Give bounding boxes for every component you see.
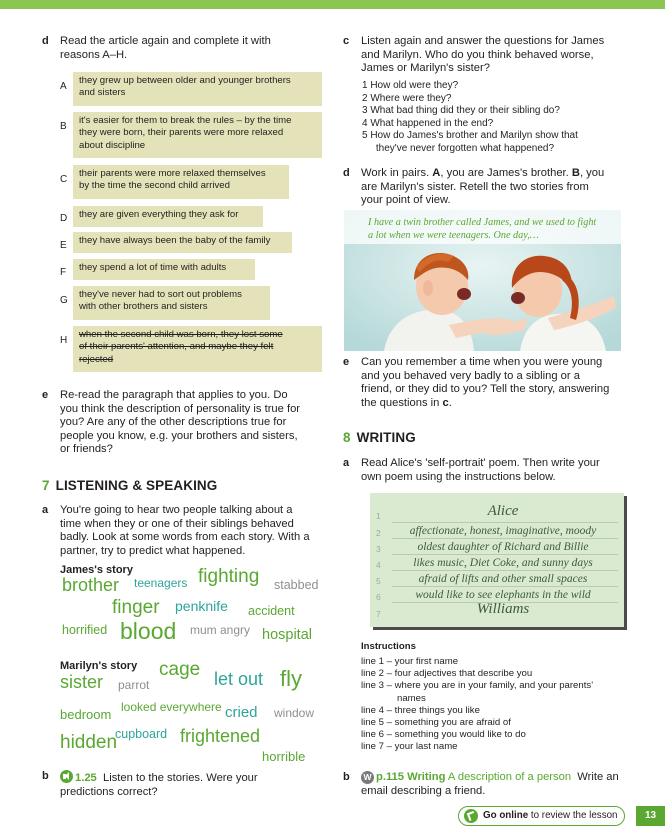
go-online-rest: to review the lesson: [528, 810, 618, 821]
instructions-title: Instructions: [361, 641, 416, 652]
reason-f-letter: F: [60, 267, 67, 278]
task-e-line: people you know, e.g. your brothers and sisters,: [60, 429, 298, 442]
question-item: 4 What happened in the end?: [362, 117, 494, 129]
reason-a-letter: A: [60, 81, 67, 92]
reason-line: and sisters: [79, 87, 126, 99]
section-title: LISTENING & SPEAKING: [55, 478, 218, 493]
story-word: frightened: [180, 726, 261, 746]
task-e2-line: [361, 397, 631, 411]
speech-line: I have a twin brother called James, and we used to fight: [368, 217, 597, 228]
task-8b-letter: b: [343, 771, 350, 783]
task-e2-line: friend, or they did to you? Tell the story, answering: [361, 383, 610, 396]
task-e2-line: and you behaved very badly to a sibling or a: [361, 369, 580, 382]
audio-icon[interactable]: [60, 770, 73, 783]
task-e2-line: Can you remember a time when you were young: [361, 356, 603, 368]
poem-line-number: 2: [376, 528, 381, 538]
poem-line-text: would like to see elephants in the wild: [415, 589, 591, 601]
task-8a-line: own poem using the instructions below.: [361, 470, 556, 483]
reason-line: by the time the second child arrived: [79, 180, 230, 192]
task-d2-line: [361, 167, 631, 181]
task-7a-line: time when they or one of their siblings behaved: [60, 517, 294, 530]
reason-e-letter: E: [60, 240, 67, 251]
story-word: looked everywhere: [121, 700, 222, 714]
instruction-item: line 7 – your last name: [361, 741, 458, 753]
reason-line: they have always been the baby of the family: [79, 235, 271, 246]
reason-line: they are given everything they ask for: [79, 209, 239, 220]
poem-line: [370, 505, 624, 521]
task-7a-line: You're going to hear two people talking about a: [60, 504, 293, 516]
text-bold: B: [571, 167, 580, 179]
section-number: 8: [343, 430, 351, 445]
reason-line: rejected: [79, 353, 114, 365]
speech-bubble-text: [368, 216, 622, 243]
reason-g-letter: G: [60, 295, 68, 306]
task-7b-line: [60, 770, 325, 786]
reason-line: it's easier for them to break the rules – by the time: [79, 115, 292, 126]
text-span: , you are James's brother.: [440, 167, 572, 179]
story-word: accident: [248, 604, 295, 618]
poem-line-text: oldest daughter of Richard and Billie: [417, 541, 589, 553]
reason-d-letter: D: [60, 213, 68, 224]
text-bold: A: [432, 167, 441, 179]
poem-line-text: affectionate, honest, imaginative, moody: [409, 525, 597, 537]
section-8-heading: [343, 431, 416, 444]
story-word: blood: [120, 618, 177, 644]
story-word: teenagers: [134, 576, 188, 590]
task-8b-line: email describing a friend.: [361, 784, 486, 797]
reason-line: they spend a lot of time with adults: [79, 262, 227, 273]
task-7a-line: badly. Look at some words from each story. With a: [60, 531, 310, 544]
task-c-text: [361, 35, 631, 76]
story-word: brother: [62, 575, 120, 595]
text-span: .: [448, 396, 452, 409]
reason-h-box: [73, 326, 322, 372]
story-word: fighting: [198, 566, 260, 587]
story-word: sister: [60, 672, 104, 692]
marilyn-story-title: Marilyn's story: [60, 660, 138, 672]
task-8a-line: Read Alice's 'self-portrait' poem. Then write your: [361, 457, 600, 469]
poem-line-number: 6: [376, 592, 381, 602]
task-e-letter: e: [42, 389, 49, 401]
task-e2-letter: e: [343, 356, 350, 368]
story-word: cupboard: [115, 727, 168, 741]
poem-line-number: 7: [376, 609, 381, 619]
writing-bank-subtitle: A description of a person: [445, 771, 572, 783]
section-7-heading: [42, 479, 217, 492]
task-8b-line: [361, 771, 636, 785]
story-word: cage: [159, 659, 201, 680]
task-d2-line: your point of view.: [361, 194, 451, 207]
instructions-list: [361, 656, 593, 754]
question-item: 1 How old were they?: [362, 80, 459, 91]
poem-line-text: likes music, Diet Coke, and sunny days: [413, 557, 593, 569]
task-d-line: reasons A–H.: [60, 48, 128, 61]
poem-rule: [392, 586, 618, 587]
question-list: [362, 80, 578, 156]
poem-line-text: afraid of lifts and other small spaces: [418, 573, 588, 585]
task-7a-line: partner, try to predict what happened.: [60, 544, 246, 557]
left-column: [0, 0, 332, 838]
task-c-letter: c: [343, 35, 350, 47]
story-word: hidden: [60, 732, 118, 753]
poem-rule: [392, 522, 618, 523]
text-span: the questions in: [361, 396, 443, 409]
task-8a-letter: a: [343, 457, 350, 469]
story-word: cried: [225, 704, 258, 721]
poem-line-number: 3: [376, 544, 381, 554]
story-word: window: [274, 706, 315, 720]
poem-line: [370, 601, 624, 620]
task-c-line: and Marilyn. Who do you think behaved worse,: [361, 48, 594, 61]
writing-bank-link[interactable]: p.115 Writing: [376, 771, 446, 783]
task-d-text: [60, 35, 320, 62]
section-title: WRITING: [356, 430, 416, 445]
poem-rule: [392, 538, 618, 539]
poem-rule: [392, 554, 618, 555]
task-d2-line: are Marilyn's sister. Retell the two stories from: [361, 180, 589, 193]
poem-line-number: 1: [376, 511, 381, 521]
instruction-item: line 4 – three things you like: [361, 704, 480, 716]
james-story-title: James's story: [60, 564, 133, 576]
reason-h-letter: H: [60, 335, 68, 346]
task-e-line: Re-read the paragraph that applies to you. Do: [60, 389, 288, 401]
task-7b-letter: b: [42, 770, 49, 782]
story-word: stabbed: [274, 578, 319, 592]
question-item: 3 What bad thing did they or their sibling do?: [362, 105, 560, 117]
reason-line: when the second child was born, they lost some: [79, 329, 283, 340]
task-d2-text: [361, 167, 631, 208]
story-word: finger: [112, 597, 160, 618]
story-word: fly: [280, 666, 302, 691]
story-word: horrible: [262, 749, 306, 764]
story-word: horrified: [62, 623, 108, 637]
text-bold: c: [442, 396, 449, 409]
task-7b-text: [60, 770, 325, 799]
task-8b-text: [361, 771, 636, 798]
instruction-item: line 5 – something you are afraid of: [361, 717, 511, 729]
text-span: , you: [579, 167, 605, 179]
poem-line-text: Alice: [487, 503, 519, 519]
reason-b-letter: B: [60, 121, 67, 132]
reason-b-box: [73, 112, 322, 158]
task-e-text: [60, 389, 325, 457]
reason-f-box: [73, 259, 255, 280]
page-number: 13: [636, 806, 665, 826]
go-online-button[interactable]: [458, 806, 625, 826]
writing-bank-icon[interactable]: W: [361, 771, 374, 784]
cursor-icon: [464, 809, 478, 823]
reason-line: with other brothers and sisters: [79, 301, 208, 313]
reason-e-box: [73, 232, 292, 253]
instruction-item: line 2 – four adjectives that describe you: [361, 668, 533, 680]
audio-track-code: 1.25: [75, 772, 97, 784]
speech-line: a lot when we were teenagers. One day,…: [368, 230, 539, 242]
reason-line: about discipline: [79, 139, 146, 151]
task-7a-text: [60, 504, 325, 558]
poem-line-number: 5: [376, 576, 381, 586]
task-c-line: Listen again and answer the questions for James: [361, 35, 605, 47]
story-word: hospital: [262, 627, 312, 643]
task-8a-text: [361, 457, 631, 484]
task-e-line: you? Are any of the other descriptions true for: [60, 416, 287, 429]
reason-a-box: [73, 72, 322, 106]
question-item: 2 Where were they?: [362, 92, 452, 104]
reason-c-letter: C: [60, 174, 68, 185]
story-word: let out: [214, 669, 264, 689]
reason-line: their parents were more relaxed themselves: [79, 168, 266, 179]
task-e-line: you think the description of personality is true for: [60, 402, 301, 415]
story-word: mum angry: [190, 623, 251, 637]
reason-line: they grew up between older and younger brothers: [79, 75, 291, 86]
go-online-label: Go online: [483, 810, 529, 821]
story-word: parrot: [118, 678, 150, 692]
instruction-item: line 1 – your first name: [361, 656, 459, 667]
reason-line: of their parents' attention, and maybe they felt: [79, 341, 274, 353]
reason-c-box: [73, 165, 289, 199]
task-d2-letter: d: [343, 167, 350, 179]
story-word: penknife: [175, 598, 228, 614]
story-word: bedroom: [60, 707, 112, 722]
instruction-item: line 6 – something you would like to do: [361, 729, 526, 741]
task-c-line: James or Marilyn's sister?: [361, 62, 490, 75]
question-item: 5 How do James's brother and Marilyn show that: [362, 130, 578, 142]
section-number: 7: [42, 478, 50, 493]
poem-line-number: 4: [376, 560, 381, 570]
poem-rule: [392, 570, 618, 571]
task-e2-text: [361, 356, 631, 410]
poem-line-text: Williams: [476, 601, 530, 617]
text-span: Write an: [577, 771, 619, 783]
instruction-item: names: [397, 692, 426, 704]
reason-g-box: [73, 286, 270, 320]
task-d-letter: d: [42, 35, 49, 47]
question-item: they've never forgotten what happened?: [362, 142, 555, 154]
text-span: Work in pairs.: [361, 167, 433, 179]
task-e-line: or friends?: [60, 443, 113, 456]
task-7a-letter: a: [42, 504, 49, 516]
reason-line: they were born, their parents were more relaxed: [79, 127, 284, 139]
poem-card: [370, 493, 624, 627]
task-7b-line: predictions correct?: [60, 785, 158, 798]
task-d-line: Read the article again and complete it with: [60, 35, 271, 47]
reason-line: they've never had to sort out problems: [79, 289, 242, 300]
instruction-item: line 3 – where you are in your family, and your parents': [361, 680, 594, 692]
reason-d-box: [73, 206, 263, 227]
task-7b-line-text: Listen to the stories. Were your: [103, 772, 258, 784]
